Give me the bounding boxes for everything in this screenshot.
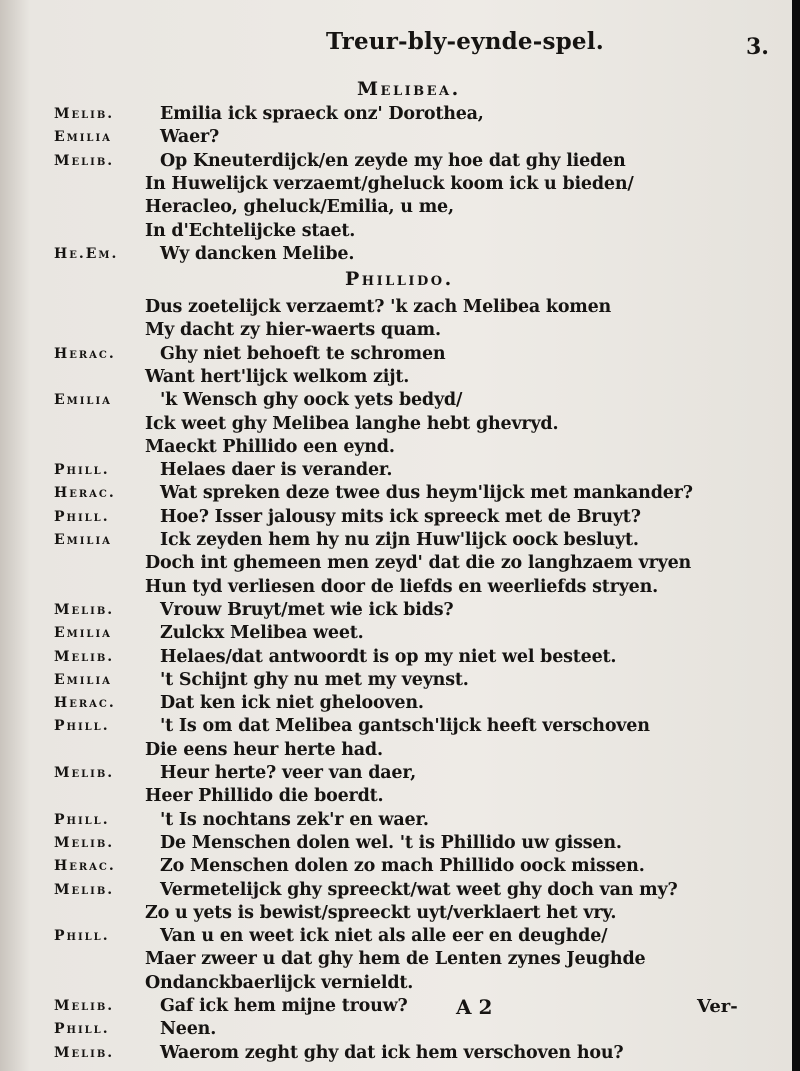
verse-text: Doch int ghemeen men zeyd' dat die zo langhzaem vryen [145, 553, 692, 574]
speaker-label: Phill. [54, 1021, 110, 1038]
speaker-label: Herac. [54, 485, 116, 502]
verse-line [0, 670, 792, 694]
speaker-label: Emilia [54, 625, 112, 642]
verse-line [0, 530, 792, 554]
verse-line [0, 880, 792, 904]
verse-text: Vrouw Bruyt/met wie ick bids? [160, 599, 454, 620]
verse-line [0, 693, 792, 717]
verse-line [0, 297, 792, 321]
speaker-label: Melib. [54, 601, 115, 618]
verse-line [0, 716, 792, 740]
speaker-label: Melib. [54, 881, 115, 898]
verse-text: Ick zeyden hem hy nu zijn Huw'lijck oock besluyt. [160, 530, 639, 550]
verse-line [0, 174, 792, 198]
verse-line [0, 197, 792, 221]
speaker-label: Herac. [54, 345, 116, 362]
verse-text: Hun tyd verliesen door de liefds en weerliefds stryen. [145, 576, 659, 597]
verse-line [0, 949, 792, 973]
speaker-label: Melib. [54, 1044, 115, 1061]
verse-line [0, 460, 792, 484]
verse-text: Want hert'lijck welkom zijt. [145, 366, 410, 387]
speaker-label: Melib. [54, 152, 115, 169]
signature-mark: A 2 [456, 995, 493, 1019]
speaker-label: Melib. [54, 648, 115, 665]
verse-line [0, 414, 792, 438]
verse-text: My dacht zy hier-waerts quam. [145, 320, 441, 341]
speaker-label: Melib. [54, 106, 115, 122]
verse-text: Emilia ick spraeck onz' Dorothea, [160, 104, 484, 124]
verse-line [0, 127, 792, 151]
verse-line [0, 320, 792, 344]
verse-text: Ghy niet behoeft te schromen [160, 343, 446, 364]
verse-text: Wy dancken Melibe. [160, 243, 355, 264]
verse-text: Hoe? Isser jalousy mits ick spreeck met de Bruyt? [160, 506, 641, 527]
verse-line [0, 483, 792, 507]
verse-text: Zulckx Melibea weet. [160, 623, 364, 644]
verse-line [0, 763, 792, 787]
verse-text: Waer? [160, 127, 220, 148]
verse-line [0, 740, 792, 764]
verse-text: Maer zweer u dat ghy hem de Lenten zynes Jeughde [145, 949, 646, 970]
verse-text: 't Schijnt ghy nu met my veynst. [160, 669, 469, 690]
verse-text: Dat ken ick niet ghelooven. [160, 693, 424, 714]
verse-line [0, 367, 792, 391]
catchword: Ver- [697, 996, 738, 1017]
verse-text: Vermetelijck ghy spreeckt/wat weet ghy doch van my? [160, 879, 678, 900]
verse-text: Heracleo, gheluck/Emilia, u me, [145, 197, 454, 218]
verse-text: Helaes/dat antwoordt is op my niet wel besteet. [160, 646, 617, 667]
verse-text: De Menschen dolen wel. 't is Phillido uw gissen. [160, 832, 622, 853]
speaker-label: Emilia [54, 129, 112, 146]
speaker-label: Phill. [54, 508, 110, 525]
verse-text: Helaes daer is verander. [160, 460, 393, 481]
verse-line [0, 1019, 792, 1043]
verse-text: Heer Phillido die boerdt. [145, 786, 384, 807]
verse-text: Waerom zeght ghy dat ick hem verschoven hou? [160, 1042, 624, 1063]
verse-line [0, 221, 792, 245]
speaker-heading: Melibea. [357, 78, 461, 100]
verse-text: 'k Wensch ghy oock yets bedyd/ [160, 390, 463, 411]
verse-line [0, 623, 792, 647]
verse-text: Heur herte? veer van daer, [160, 763, 416, 783]
speaker-label: Melib. [54, 765, 115, 781]
verse-text: Op Kneuterdijck/en zeyde my hoe dat ghy lieden [160, 150, 626, 171]
running-title: Treur-bly-eynde-spel. [326, 28, 604, 55]
speaker-label: Emilia [54, 392, 112, 409]
page-edge-shadow [792, 0, 800, 1071]
verse-text: In d'Echtelijcke staet. [145, 220, 356, 241]
speaker-label: Melib. [54, 998, 115, 1014]
verse-text: Neen. [160, 1019, 217, 1040]
verse-line [0, 833, 792, 857]
verse-line [0, 973, 792, 997]
verse-line [0, 507, 792, 531]
verse-text: Die eens heur herte had. [145, 739, 383, 760]
speaker-label: Herac. [54, 695, 116, 712]
verse-text: Zo u yets is bewist/spreeckt uyt/verklaert het vry. [145, 902, 617, 923]
verse-line [0, 437, 792, 461]
verse-line [0, 1043, 792, 1067]
verse-line [0, 577, 792, 601]
page-number: 3. [746, 34, 769, 60]
speaker-heading: Phillido. [345, 268, 454, 290]
verse-line [0, 810, 792, 834]
verse-line [0, 856, 792, 880]
speaker-label: Phill. [54, 928, 110, 945]
verse-text: Van u en weet ick niet als alle eer en deughde/ [160, 926, 608, 947]
speaker-label: He.Em. [54, 245, 119, 262]
verse-text: Wat spreken deze twee dus heym'lijck met mankander? [160, 483, 693, 504]
verse-text: Ick weet ghy Melibea langhe hebt ghevryd. [145, 413, 559, 434]
speaker-label: Herac. [54, 858, 116, 875]
speaker-label: Emilia [54, 532, 112, 548]
verse-text: 't Is nochtans zek'r en waer. [160, 809, 429, 830]
verse-text: Gaf ick hem mijne trouw? [160, 996, 408, 1016]
verse-text: Dus zoetelijck verzaemt? 'k zach Melibea komen [145, 297, 612, 317]
speaker-label: Melib. [54, 834, 115, 851]
verse-text: In Huwelijck verzaemt/gheluck koom ick u bieden/ [145, 173, 634, 194]
verse-text: Zo Menschen dolen zo mach Phillido oock missen. [160, 856, 645, 877]
verse-line [0, 600, 792, 624]
speaker-label: Phill. [54, 811, 110, 828]
verse-text: Maeckt Phillido een eynd. [145, 436, 395, 457]
verse-line [0, 926, 792, 950]
verse-line [0, 786, 792, 810]
speaker-label: Emilia [54, 671, 112, 688]
verse-line [0, 647, 792, 671]
verse-line [0, 344, 792, 368]
verse-text: Ondanckbaerlijck vernieldt. [145, 972, 414, 993]
speaker-label: Phill. [54, 718, 110, 735]
speaker-label: Phill. [54, 462, 110, 479]
verse-line [0, 151, 792, 175]
verse-text: 't Is om dat Melibea gantsch'lijck heeft verschoven [160, 716, 650, 737]
verse-line [0, 390, 792, 414]
verse-line [0, 553, 792, 577]
verse-line [0, 996, 792, 1020]
verse-line [0, 104, 792, 128]
verse-line [0, 244, 792, 268]
verse-line [0, 903, 792, 927]
